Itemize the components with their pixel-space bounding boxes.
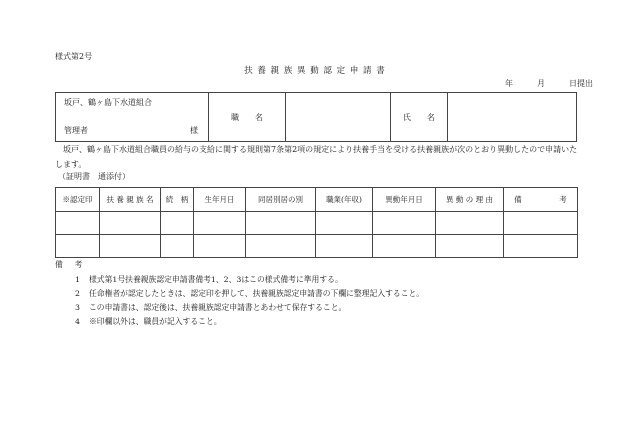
table-header-row — [56, 188, 578, 212]
col-header-change-reason: 異 動 の 理 由 — [436, 188, 504, 212]
note-number: 3 — [75, 302, 80, 312]
col-header-cohabitation: 同居別居の別 — [246, 188, 316, 212]
note-number: 1 — [75, 274, 80, 284]
col-header-change-date: 異動年月日 — [373, 188, 436, 212]
note-number: 4 — [75, 316, 80, 326]
table-row — [56, 212, 578, 235]
col-header-birthdate: 生年月日 — [194, 188, 246, 212]
dependents-table — [55, 187, 578, 258]
table-cell — [194, 235, 246, 258]
table-cell — [56, 212, 100, 235]
col-header-certification-stamp: ※認定印 — [56, 188, 100, 212]
position-label-cell: 職 名 — [208, 93, 285, 141]
page-title: 扶 養 親 族 異 動 認 定 申 請 書 — [244, 66, 386, 76]
note-number: 2 — [75, 288, 80, 298]
col-header-remarks: 備 考 — [504, 188, 578, 212]
addressee-organization: 坂戸、鶴ヶ島下水道組合 — [64, 98, 152, 107]
table-cell — [436, 212, 504, 235]
addressee-manager-line — [64, 125, 198, 136]
table-cell — [194, 212, 246, 235]
col-header-occupation: 職業(年収) — [316, 188, 373, 212]
dependents-table-wrap — [55, 187, 578, 258]
table-cell — [161, 235, 194, 258]
recipient-applicant-box — [55, 92, 577, 142]
col-header-dependent-name: 扶 養 親 族 名 — [100, 188, 161, 212]
application-statement: 坂戸、鶴ヶ島下水道組合職員の給与の支給に関する規則第7条第2項の規定により扶養手当を受ける扶養親族が次のとおり異動したので申請いたします。 — [55, 145, 578, 169]
table-cell — [100, 235, 161, 258]
col-header-relationship: 続 柄 — [161, 188, 194, 212]
table-cell — [161, 212, 194, 235]
submission-date-line: 年 月 日提出 — [505, 79, 593, 88]
name-label-cell: 氏 名 — [390, 93, 447, 141]
note-text: 任命権者が認定したときは、認定印を押して、扶養親族認定申請書の下欄に整理記入すること。 — [89, 288, 425, 298]
note-item — [55, 276, 424, 285]
notes-heading: 備 考 — [55, 260, 85, 269]
note-item — [55, 304, 424, 313]
name-value-cell — [447, 93, 576, 141]
table-cell — [100, 212, 161, 235]
note-text: ※印欄以外は、職員が記入すること。 — [89, 316, 222, 326]
table-row — [56, 235, 578, 258]
addressee-cell — [56, 93, 208, 141]
form-number: 様式第2号 — [55, 52, 93, 61]
honorific-label: 様 — [190, 126, 198, 135]
notes-section — [55, 259, 424, 326]
table-cell — [373, 212, 436, 235]
note-item — [55, 290, 424, 299]
note-item — [55, 318, 424, 327]
table-cell — [316, 212, 373, 235]
table-cell — [436, 235, 504, 258]
position-value-cell — [285, 93, 390, 141]
table-cell — [504, 235, 578, 258]
table-cell — [504, 212, 578, 235]
note-text: この申請書は、認定後は、扶養親族認定申請書とあわせて保存すること。 — [89, 302, 347, 312]
manager-label: 管理者 — [64, 126, 88, 135]
note-text: 様式第1号扶養親族認定申請書備考1、2、3はこの様式備考に準用する。 — [89, 274, 343, 284]
table-cell — [56, 235, 100, 258]
table-cell — [373, 235, 436, 258]
attachment-note: （証明書 通添付） — [58, 172, 130, 181]
table-cell — [246, 235, 316, 258]
table-cell — [246, 212, 316, 235]
table-cell — [316, 235, 373, 258]
